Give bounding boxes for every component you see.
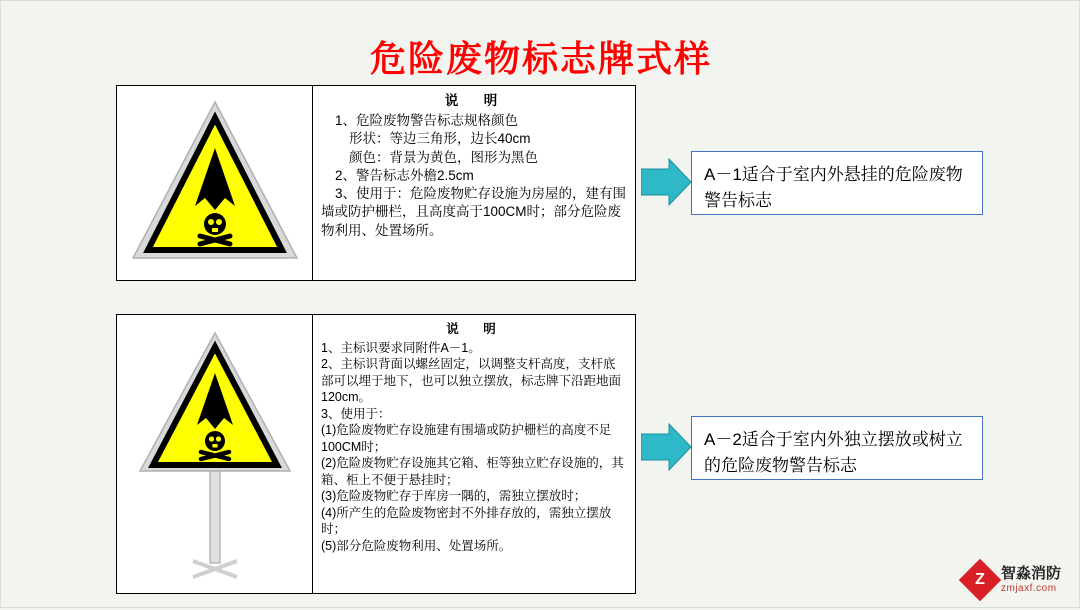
spec-line: 3、使用于： xyxy=(321,406,391,421)
sign-spec-text-a2 xyxy=(313,315,635,593)
hazardous-waste-warning-triangle-icon xyxy=(130,98,300,263)
spec-line: 3、使用于：危险废物贮存设施为房屋的，建有围墙或防护栅栏，且高度高于100CM时；部分危险废物利用、处置场所。 xyxy=(321,186,627,238)
hazardous-waste-warning-triangle-on-post-icon xyxy=(130,329,300,587)
logo-diamond-icon xyxy=(959,559,1001,601)
brand-logo xyxy=(965,565,1061,595)
spec-line: 1、危险废物警告标志规格颜色 xyxy=(335,113,519,129)
callout-a1-text: 适合于室内外悬挂的危险废物警告标志 xyxy=(704,165,963,210)
spec-line: (4)所产生的危险废物密封不外排存放的，需独立摆放时； xyxy=(321,505,612,536)
callout-a1 xyxy=(691,151,983,215)
sign-spec-panel-a2 xyxy=(116,314,636,594)
logo-url: zmjaxf.com xyxy=(1000,582,1057,594)
spec-line: 2、警告标志外檐2.5cm xyxy=(335,167,474,183)
sign-image-cell-a1 xyxy=(117,86,313,280)
callout-a2 xyxy=(691,416,983,480)
logo-name: 智淼消防 xyxy=(1000,565,1061,583)
spec-line: (3)危险废物贮存于库房一隅的，需独立摆放时； xyxy=(321,489,587,503)
spec-line: (2)危险废物贮存设施其它箱、柜等独立贮存设施的，其箱、柜上不便于悬挂时； xyxy=(321,456,624,487)
spec-heading-a2: 说 明 xyxy=(446,322,502,336)
spec-line: 1、主标识要求同附件A－1。 xyxy=(321,340,481,355)
callout-a2-text: 适合于室内外独立摆放或树立的危险废物警告标志 xyxy=(704,430,963,475)
logo-mark-text: Z xyxy=(975,571,985,588)
spec-line: 2、主标识背面以螺丝固定，以调整支杆高度，支杆底部可以埋于地下，也可以独立摆放，标志牌下沿距地面120cm。 xyxy=(321,357,622,404)
page-title: 危险废物标志牌式样 xyxy=(369,38,712,79)
arrow-to-callout-a1 xyxy=(641,157,693,207)
spec-line: 颜色：背景为黄色，图形为黑色 xyxy=(349,149,538,165)
spec-heading-a1: 说 明 xyxy=(444,93,504,108)
arrow-to-callout-a2 xyxy=(641,422,693,472)
spec-line: 形状：等边三角形，边长40cm xyxy=(349,131,531,147)
sign-spec-panel-a1 xyxy=(116,85,636,281)
sign-image-cell-a2 xyxy=(117,315,313,593)
spec-line: (5)部分危险废物利用、处置场所。 xyxy=(321,538,512,553)
sign-spec-text-a1 xyxy=(313,86,635,280)
callout-a2-code: A－2 xyxy=(704,430,742,449)
spec-line: (1)危险废物贮存设施建有围墙或防护栅栏的高度不足100CM时； xyxy=(321,423,612,454)
callout-a1-code: A－1 xyxy=(704,165,742,184)
hazard-sign-a1 xyxy=(130,98,300,268)
hazard-sign-a2 xyxy=(130,329,300,592)
logo-text-block xyxy=(1001,566,1061,594)
